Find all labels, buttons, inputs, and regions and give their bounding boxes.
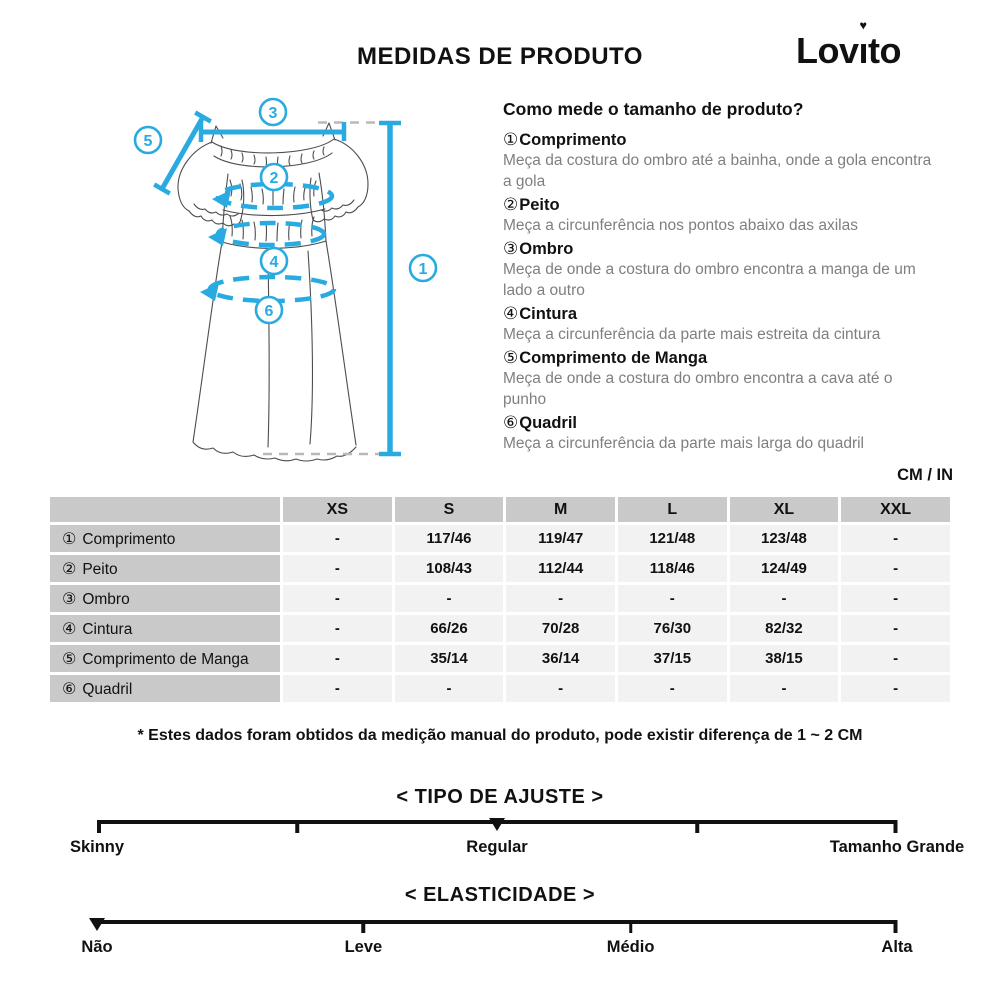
scale-label: Tamanho Grande (829, 838, 965, 856)
row-label-text: Quadril (82, 680, 133, 698)
row-label-text: Peito (82, 560, 118, 578)
scale-tick (894, 820, 898, 833)
size-value-cell: - (618, 585, 727, 612)
size-value-cell: 76/30 (618, 615, 727, 642)
guide-item-title (503, 195, 973, 215)
logo-i: ı ♥ (858, 17, 869, 71)
marker-sleeve (135, 127, 161, 153)
size-value-cell: 70/28 (506, 615, 615, 642)
guide-item-label: Comprimento (519, 131, 627, 149)
guide-item-desc: Meça a circunferência nos pontos abaixo das axilas (503, 217, 858, 234)
size-value-cell: - (841, 645, 950, 672)
scale-tick (295, 820, 299, 833)
measurement-footnote: * Estes dados foram obtidos da medição manual do produto, pode existir diferença de 1 ~ 2 CM (137, 727, 863, 744)
marker-waist-number: 4 (269, 254, 279, 271)
guide-item-label: Ombro (519, 240, 574, 258)
scale-labels (69, 838, 965, 862)
unit-label: CM / IN (897, 466, 953, 484)
size-value-cell: - (283, 675, 392, 702)
size-column-header: XS (283, 497, 392, 522)
size-value-cell: 124/49 (730, 555, 839, 582)
waist-measure-ellipse (218, 223, 324, 245)
size-value-cell: 119/47 (506, 525, 615, 552)
stretch-scale-title: < ELASTICIDADE > (404, 884, 596, 906)
row-label-text: Comprimento de Manga (82, 650, 249, 668)
guide-item-desc: Meça a circunferência da parte mais larga do quadril (503, 435, 864, 452)
guide-item (503, 195, 973, 236)
guide-item-number: ① (503, 130, 519, 149)
size-value-cell: 82/32 (730, 615, 839, 642)
table-row (50, 645, 950, 672)
row-label (50, 645, 280, 672)
size-value-cell: - (618, 675, 727, 702)
size-column-header: M (506, 497, 615, 522)
size-table-header-row (50, 497, 950, 522)
guide-item-label: Peito (519, 196, 560, 214)
row-label-text: Cintura (82, 620, 133, 638)
scale-tick (97, 820, 101, 833)
scale-label: Regular (466, 838, 528, 856)
dress-measurement-diagram (118, 90, 482, 470)
size-value-cell: - (730, 675, 839, 702)
size-value-cell: - (841, 615, 950, 642)
marker-length (410, 255, 436, 281)
scale-line (97, 920, 897, 924)
table-row (50, 555, 950, 582)
stretch-marker (89, 918, 105, 931)
size-value-cell: - (283, 525, 392, 552)
scale-labels (81, 938, 913, 962)
marker-chest (261, 164, 287, 190)
stretch-scale (81, 920, 913, 980)
row-label (50, 525, 280, 552)
guide-item-number: ② (503, 195, 519, 214)
guide-item-label: Cintura (519, 305, 577, 323)
scale-label: Médio (606, 938, 655, 956)
size-value-cell: - (283, 645, 392, 672)
measure-guide (503, 99, 973, 457)
guide-items (503, 130, 973, 454)
size-value-cell: 66/26 (395, 615, 504, 642)
marker-hip-number: 6 (264, 303, 274, 320)
guide-item-number: ⑥ (503, 413, 519, 432)
row-label (50, 585, 280, 612)
page-title: MEDIDAS DE PRODUTO (357, 43, 643, 70)
lovito-logo: Lovı ♥ to (796, 17, 902, 71)
guide-item-number: ⑤ (503, 348, 519, 367)
table-row (50, 675, 950, 702)
marker-length-number: 1 (418, 261, 428, 278)
guide-item-desc: Meça a circunferência da parte mais estreita da cintura (503, 326, 881, 343)
row-label-number: ⑥ (62, 680, 77, 698)
size-value-cell: 37/15 (618, 645, 727, 672)
scale-tick (362, 920, 366, 933)
logo-heart-icon: ♥ (859, 17, 867, 33)
size-value-cell: - (395, 675, 504, 702)
size-value-cell: - (283, 555, 392, 582)
row-label-number: ② (62, 560, 77, 578)
guide-item-label: Quadril (519, 414, 578, 432)
marker-waist (261, 248, 287, 274)
row-label-text: Comprimento (82, 530, 176, 548)
size-value-cell: 117/46 (395, 525, 504, 552)
row-label-number: ⑤ (62, 650, 77, 668)
size-value-cell: - (841, 585, 950, 612)
size-value-cell: - (506, 585, 615, 612)
guide-heading: Como mede o tamanho de produto? (503, 99, 804, 119)
size-value-cell: 121/48 (618, 525, 727, 552)
fit-scale (69, 820, 965, 880)
scale-label: Skinny (69, 838, 125, 856)
marker-chest-number: 2 (269, 170, 279, 187)
scale-tick (894, 920, 898, 933)
table-row (50, 585, 950, 612)
row-label (50, 555, 280, 582)
marker-shoulder (260, 99, 286, 125)
size-value-cell: - (841, 555, 950, 582)
guide-item (503, 348, 973, 410)
size-table (47, 494, 953, 705)
size-column-header: S (395, 497, 504, 522)
row-label (50, 615, 280, 642)
marker-sleeve-number: 5 (143, 133, 153, 150)
guide-item-number: ③ (503, 239, 519, 258)
size-table-body (50, 525, 950, 702)
size-value-cell: - (283, 615, 392, 642)
fit-scale-title: < TIPO DE AJUSTE > (396, 786, 604, 808)
guide-item-title (503, 130, 973, 150)
sleeve-measure-line (162, 117, 203, 189)
row-label-text: Ombro (82, 590, 130, 608)
row-label-number: ① (62, 530, 77, 548)
size-value-cell: 118/46 (618, 555, 727, 582)
size-column-header: XL (730, 497, 839, 522)
size-value-cell: - (841, 525, 950, 552)
size-value-cell: 36/14 (506, 645, 615, 672)
size-table-head (50, 497, 950, 522)
row-label-number: ④ (62, 620, 77, 638)
scale-tick (695, 820, 699, 833)
size-value-cell: 35/14 (395, 645, 504, 672)
scale-tick (629, 920, 633, 933)
marker-shoulder-number: 3 (268, 105, 278, 122)
guide-item-desc: Meça de onde a costura do ombro encontra a manga de um lado a outro (503, 261, 916, 299)
size-column-header: L (618, 497, 727, 522)
scale-label: Não (81, 938, 113, 956)
guide-item (503, 130, 973, 192)
guide-item-label: Comprimento de Manga (519, 349, 708, 367)
size-value-cell: 123/48 (730, 525, 839, 552)
guide-item (503, 304, 973, 345)
scale-label: Leve (344, 938, 383, 956)
guide-item-title (503, 239, 973, 259)
guide-item-title (503, 304, 973, 324)
size-column-header: XXL (841, 497, 950, 522)
guide-item-desc: Meça da costura do ombro até a bainha, onde a gola encontra a gola (503, 152, 932, 190)
size-value-cell: 38/15 (730, 645, 839, 672)
size-value-cell: - (730, 585, 839, 612)
fit-marker (489, 818, 505, 831)
table-row (50, 615, 950, 642)
table-row (50, 525, 950, 552)
guide-item (503, 239, 973, 301)
guide-item-number: ④ (503, 304, 519, 323)
size-value-cell: - (841, 675, 950, 702)
marker-hip (256, 297, 282, 323)
table-corner-cell (50, 497, 280, 522)
scale-label: Alta (881, 938, 913, 956)
guide-item-title (503, 413, 973, 433)
row-label (50, 675, 280, 702)
size-value-cell: 108/43 (395, 555, 504, 582)
size-value-cell: 112/44 (506, 555, 615, 582)
size-value-cell: - (283, 585, 392, 612)
row-label-number: ③ (62, 590, 77, 608)
size-table-container (47, 494, 955, 705)
size-value-cell: - (395, 585, 504, 612)
guide-item (503, 413, 973, 454)
guide-item-title (503, 348, 973, 368)
size-value-cell: - (506, 675, 615, 702)
guide-item-desc: Meça de onde a costura do ombro encontra a cava até o punho (503, 370, 893, 408)
